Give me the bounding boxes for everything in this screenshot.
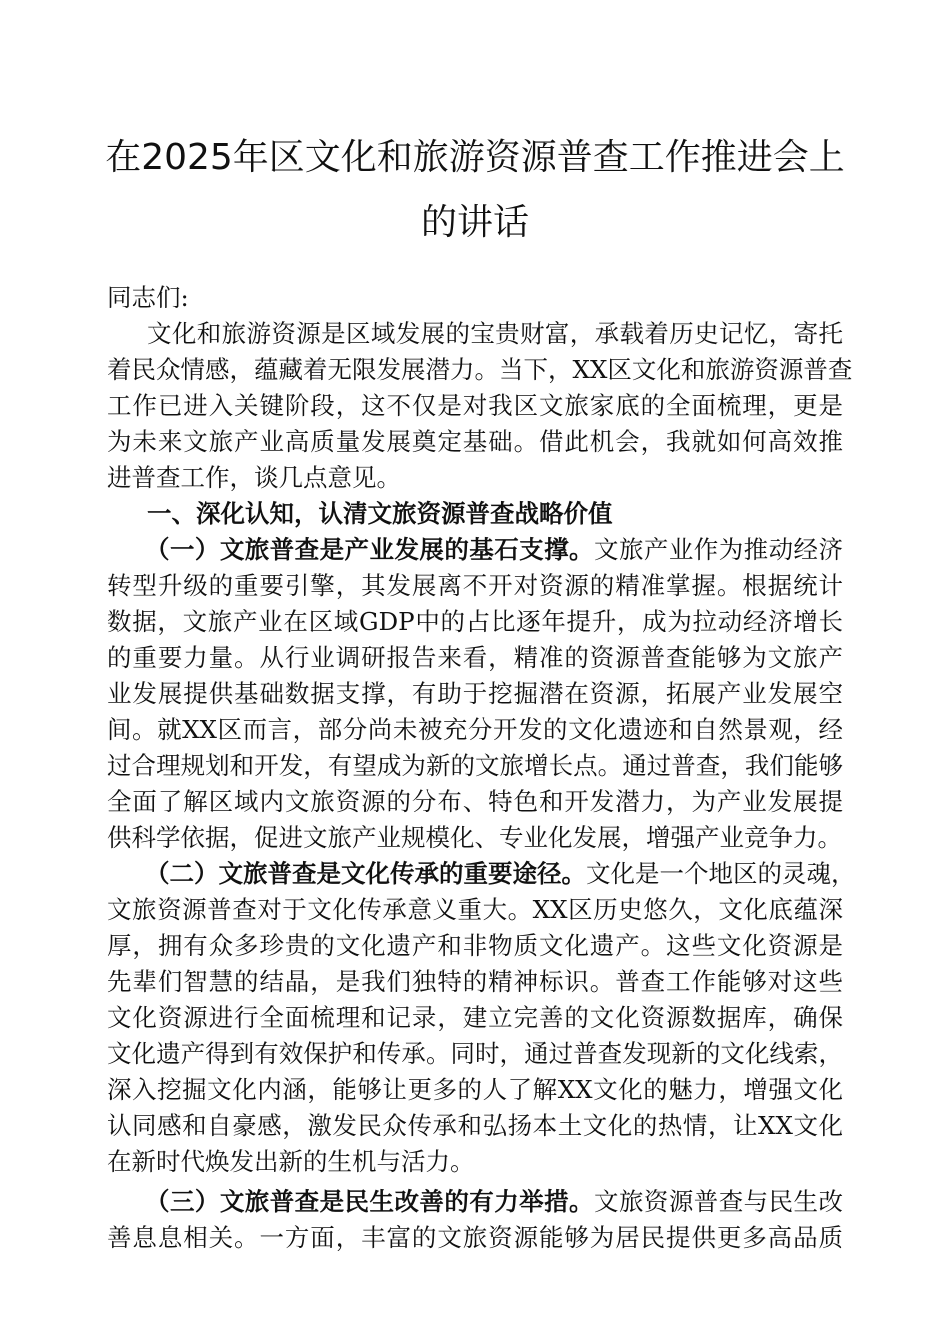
body-line: 在新时代焕发出新的生机与活力。: [107, 1147, 475, 1176]
intro-line: 为未来文旅产业高质量发展奠定基础。借此机会，我就如何高效推: [107, 427, 843, 456]
body-line: 的重要力量。从行业调研报告来看，精准的资源普查能够为文旅产: [107, 643, 843, 672]
body-line: 数据，文旅产业在区域GDP中的占比逐年提升，成为拉动经济增长: [107, 607, 843, 636]
intro-line: 着民众情感，蕴藏着无限发展潜力。当下，XX区文化和旅游资源普查: [107, 355, 853, 384]
body-line: 过合理规划和开发，有望成为新的文旅增长点。通过普查，我们能够: [107, 751, 843, 780]
subsection-first-line: [145, 1184, 843, 1220]
subsection-heading: （一）文旅普查是产业发展的基石支撑。: [145, 535, 594, 564]
body-line: 全面了解区域内文旅资源的分布、特色和开发潜力，为产业发展提: [107, 787, 843, 816]
body-line: 文旅资源普查对于文化传承意义重大。XX区历史悠久，文化底蕴深: [107, 895, 843, 924]
subsection-text: 文化是一个地区的灵魂，: [586, 859, 856, 888]
page-title-line-2: 的讲话: [420, 202, 529, 243]
intro-line: 进普查工作，谈几点意见。: [107, 463, 401, 492]
subsection-text: 文旅产业作为推动经济: [594, 535, 843, 564]
page-title-line-1: 在2025年区文化和旅游资源普查工作推进会上: [105, 137, 845, 178]
body-line: 文化资源进行全面梳理和记录，建立完善的文化资源数据库，确保: [107, 1003, 843, 1032]
body-line: 认同感和自豪感，激发民众传承和弘扬本土文化的热情，让XX文化: [107, 1111, 843, 1140]
body-line: 业发展提供基础数据支撑，有助于挖掘潜在资源，拓展产业发展空: [107, 679, 843, 708]
body-line: 供科学依据，促进文旅产业规模化、专业化发展，增强产业竞争力。: [107, 823, 842, 852]
intro-line: 工作已进入关键阶段，这不仅是对我区文旅家底的全面梳理，更是: [107, 391, 843, 420]
subsection-heading: （二）文旅普查是文化传承的重要途径。: [145, 859, 586, 888]
body-line: 间。就XX区而言，部分尚未被充分开发的文化遗迹和自然景观，经: [107, 715, 843, 744]
subsection-first-line: [145, 532, 843, 568]
salutation: 同志们:: [107, 283, 189, 312]
body-line: 先辈们智慧的结晶，是我们独特的精神标识。普查工作能够对这些: [107, 967, 843, 996]
subsection-heading: （三）文旅普查是民生改善的有力举措。: [145, 1187, 594, 1216]
section-heading: 一、深化认知，认清文旅资源普查战略价值: [147, 499, 613, 528]
body-line: 转型升级的重要引擎，其发展离不开对资源的精准掌握。根据统计: [107, 571, 843, 600]
body-line: 善息息相关。一方面，丰富的文旅资源能够为居民提供更多高品质: [107, 1223, 843, 1252]
subsection-first-line: [145, 856, 856, 892]
body-line: 深入挖掘文化内涵，能够让更多的人了解XX文化的魅力，增强文化: [107, 1075, 843, 1104]
body-line: 厚，拥有众多珍贵的文化遗产和非物质文化遗产。这些文化资源是: [107, 931, 843, 960]
subsection-text: 文旅资源普查与民生改: [594, 1187, 843, 1216]
intro-line: 文化和旅游资源是区域发展的宝贵财富，承载着历史记忆，寄托: [147, 319, 843, 348]
body-line: 文化遗产得到有效保护和传承。同时，通过普查发现新的文化线索，: [107, 1039, 843, 1068]
